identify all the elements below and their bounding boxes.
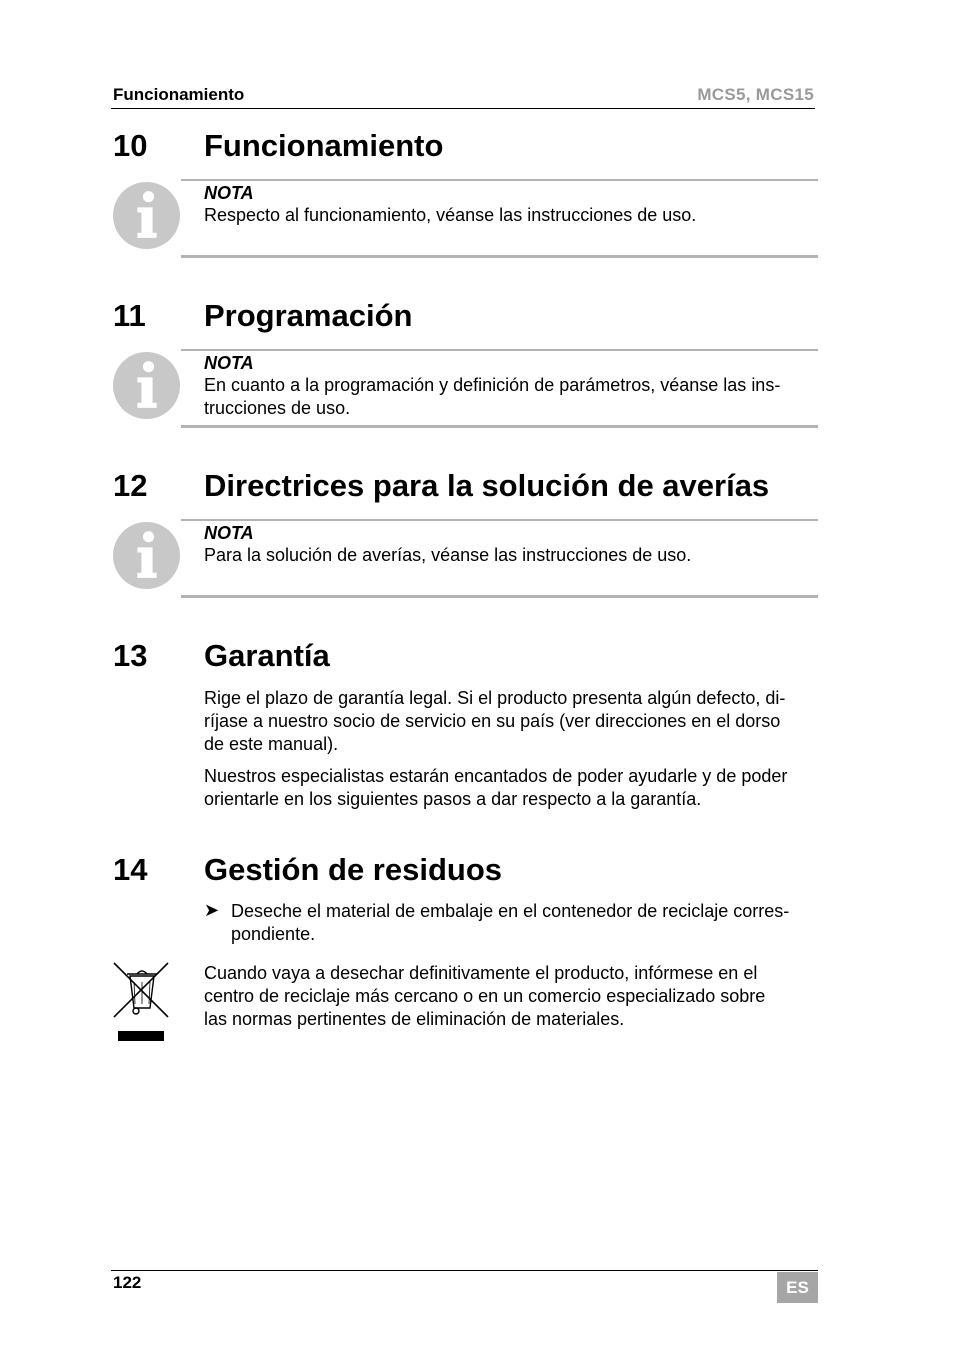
language-badge: ES <box>777 1272 818 1303</box>
section-10-title: Funcionamiento <box>204 128 444 163</box>
bullet-line: pondiente. <box>231 924 316 944</box>
section-11-title: Programación <box>204 298 413 333</box>
section-14-number: 14 <box>113 852 148 887</box>
section-12-number: 12 <box>113 468 148 503</box>
note-text-line: trucciones de uso. <box>204 398 351 418</box>
paragraph-line: las normas pertinentes de eliminación de materiales. <box>204 1009 625 1029</box>
header-rule <box>111 108 815 109</box>
section-12-title: Directrices para la solución de averías <box>204 468 770 503</box>
paragraph-line: Cuando vaya a desechar definitivamente el producto, infórmese en el <box>204 963 758 983</box>
section-14-title: Gestión de residuos <box>204 852 503 887</box>
info-icon <box>113 182 180 249</box>
section-11-number: 11 <box>113 298 146 333</box>
paragraph-line: de este manual). <box>204 734 339 754</box>
paragraph-line: centro de reciclaje más cercano o en un comercio especializado sobre <box>204 986 766 1006</box>
info-icon <box>113 522 180 589</box>
section-13-title: Garantía <box>204 638 330 673</box>
note-top-rule <box>181 519 818 521</box>
running-header-section: Funcionamiento <box>113 85 245 104</box>
note-bottom-rule <box>181 425 818 428</box>
note-text <box>204 374 818 420</box>
page-number: 122 <box>113 1273 142 1292</box>
note-label: NOTA <box>204 523 254 543</box>
note-label: NOTA <box>204 353 254 373</box>
note-text: Respecto al funcionamiento, véanse las instrucciones de uso. <box>204 205 697 225</box>
disposal-paragraph <box>204 962 818 1031</box>
warranty-paragraph <box>204 765 818 811</box>
note-text-line: En cuanto a la programación y definición de parámetros, véanse las ins- <box>204 375 781 395</box>
running-header-model: MCS5, MCS15 <box>697 85 814 104</box>
paragraph-line: orientarle en los siguientes pasos a dar respecto a la garantía. <box>204 789 702 809</box>
note-bottom-rule <box>181 255 818 258</box>
section-13-number: 13 <box>113 638 148 673</box>
note-label: NOTA <box>204 183 254 203</box>
bullet-arrow-icon: ➤ <box>204 900 220 920</box>
section-10-number: 10 <box>113 128 148 163</box>
crossed-out-bin-icon <box>112 960 170 1044</box>
bullet-line: Deseche el material de embalaje en el contenedor de reciclaje corres- <box>231 901 790 921</box>
warranty-paragraph <box>204 687 818 756</box>
note-top-rule <box>181 349 818 351</box>
note-top-rule <box>181 179 818 181</box>
paragraph-line: ríjase a nuestro socio de servicio en su país (ver direcciones en el dorso <box>204 711 781 731</box>
paragraph-line: Nuestros especialistas estarán encantados de poder ayudarle y de poder <box>204 766 788 786</box>
note-text: Para la solución de averías, véanse las instrucciones de uso. <box>204 545 692 565</box>
bullet-text <box>231 900 818 946</box>
note-bottom-rule <box>181 595 818 598</box>
info-icon <box>113 352 180 419</box>
paragraph-line: Rige el plazo de garantía legal. Si el producto presenta algún defecto, di- <box>204 688 786 708</box>
footer-rule <box>111 1270 818 1271</box>
